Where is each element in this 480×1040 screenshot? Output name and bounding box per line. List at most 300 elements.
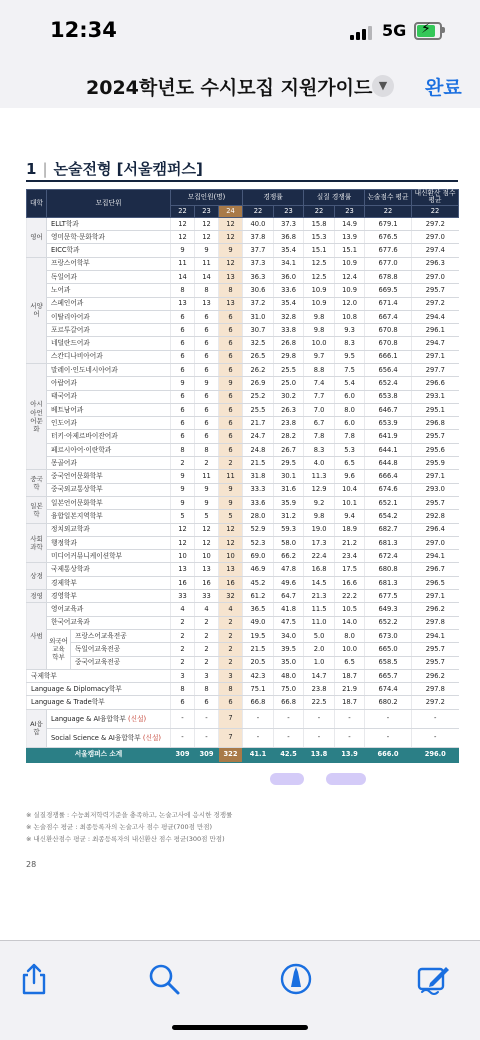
table-cell: 6: [219, 417, 243, 430]
unit-name: 경영학부: [47, 590, 171, 603]
table-cell: 8: [195, 284, 219, 297]
table-cell: 17.3: [304, 536, 335, 549]
table-cell: 14: [171, 270, 195, 283]
table-cell: 3: [219, 669, 243, 682]
table-cell: 15.3: [304, 231, 335, 244]
search-icon[interactable]: [146, 961, 182, 997]
table-cell: 13: [219, 270, 243, 283]
unit-name: [47, 728, 171, 747]
table-cell: 676.5: [365, 231, 412, 244]
table-cell: 11: [195, 257, 219, 270]
table-cell: 33.6: [243, 496, 274, 509]
table-cell: 41.8: [274, 603, 304, 616]
table-cell: 6: [219, 324, 243, 337]
table-cell: 6: [219, 363, 243, 376]
table-cell: 37.8: [243, 231, 274, 244]
status-bar: [0, 0, 480, 62]
unit-name: 아랍어과: [47, 377, 171, 390]
table-cell: 10.5: [335, 603, 365, 616]
table-cell: 295.9: [412, 457, 459, 470]
table-cell: 2: [195, 643, 219, 656]
markup-icon[interactable]: [278, 961, 314, 997]
table-cell: 66.8: [243, 696, 274, 709]
table-cell: 297.8: [412, 683, 459, 696]
college-group-label: 일본학: [27, 496, 47, 523]
year-header: 22: [365, 205, 412, 217]
table-cell: 23.8: [274, 417, 304, 430]
table-cell: 61.2: [243, 590, 274, 603]
table-cell: 295.6: [412, 443, 459, 456]
table-cell: 296.1: [412, 324, 459, 337]
table-cell: 2: [195, 656, 219, 669]
table-row: [27, 656, 459, 669]
table-cell: 297.4: [412, 244, 459, 257]
table-cell: 9.8: [304, 324, 335, 337]
table-cell: 29.8: [274, 350, 304, 363]
table-row: [27, 324, 459, 337]
table-cell: 6: [195, 696, 219, 709]
college-group-label: 사회과학: [27, 523, 47, 563]
table-cell: 24.7: [243, 430, 274, 443]
table-cell: -: [195, 709, 219, 728]
table-cell: 40.0: [243, 217, 274, 230]
table-cell: 674.6: [365, 483, 412, 496]
table-cell: 8.0: [335, 629, 365, 642]
unit-name: 노어과: [47, 284, 171, 297]
table-cell: 296.3: [412, 257, 459, 270]
table-cell: -: [335, 709, 365, 728]
table-cell: 32.8: [274, 310, 304, 323]
table-cell: 297.1: [412, 470, 459, 483]
unit-name: 행정학과: [47, 536, 171, 549]
table-cell: 11: [195, 470, 219, 483]
table-cell: 69.0: [243, 550, 274, 563]
table-cell: 679.1: [365, 217, 412, 230]
table-cell: 681.3: [365, 536, 412, 549]
table-cell: 667.4: [365, 310, 412, 323]
table-cell: -: [243, 728, 274, 747]
table-cell: 1.0: [304, 656, 335, 669]
table-cell: 13: [171, 297, 195, 310]
table-cell: 31.6: [274, 483, 304, 496]
table-cell: 37.2: [243, 297, 274, 310]
table-row: [27, 403, 459, 416]
table-cell: 2: [195, 616, 219, 629]
table-cell: 296.6: [412, 377, 459, 390]
table-cell: 677.0: [365, 257, 412, 270]
unit-name: 중국어교육전공: [71, 656, 171, 669]
table-cell: 6: [171, 390, 195, 403]
table-cell: -: [365, 728, 412, 747]
table-cell: 31.2: [274, 510, 304, 523]
table-cell: 33: [195, 590, 219, 603]
table-cell: 681.3: [365, 576, 412, 589]
table-cell: 2: [195, 629, 219, 642]
unit-name: Language & Trade학부: [27, 696, 171, 709]
table-row: [27, 510, 459, 523]
header-essay-average: 논술점수 평균: [365, 190, 412, 206]
table-cell: 13.8: [304, 747, 335, 762]
table-cell: 11: [219, 470, 243, 483]
table-cell: 8: [195, 443, 219, 456]
table-row: [27, 683, 459, 696]
table-cell: 6: [219, 390, 243, 403]
college-group-label: 경영: [27, 590, 47, 603]
table-cell: 5.4: [335, 377, 365, 390]
table-cell: 13: [195, 297, 219, 310]
table-cell: -: [365, 709, 412, 728]
table-cell: 16: [171, 576, 195, 589]
document-page[interactable]: [0, 108, 480, 958]
table-cell: 6: [195, 390, 219, 403]
table-cell: 2: [219, 629, 243, 642]
table-cell: 666.1: [365, 350, 412, 363]
table-cell: 9: [219, 496, 243, 509]
table-cell: 672.4: [365, 550, 412, 563]
year-header: 24: [219, 205, 243, 217]
table-cell: 670.8: [365, 337, 412, 350]
table-cell: 2: [171, 629, 195, 642]
table-cell: 24.8: [243, 443, 274, 456]
new-badge: (신설): [142, 733, 162, 742]
table-cell: 6: [171, 363, 195, 376]
table-cell: -: [195, 728, 219, 747]
table-row: [27, 496, 459, 509]
table-cell: 23.4: [335, 550, 365, 563]
table-cell: 295.7: [412, 430, 459, 443]
sub-group-label: 외국어 교육 학부: [47, 629, 71, 669]
college-group-label: 사범: [27, 603, 47, 669]
table-cell: 6.0: [335, 390, 365, 403]
table-row: [27, 390, 459, 403]
footnote: ※ 내신환산점수 평균 : 최종등록자의 내신환산 점수 평균(300점 만점): [26, 835, 225, 843]
table-cell: 26.9: [243, 377, 274, 390]
page-number: 28: [26, 860, 37, 869]
table-cell: 26.5: [243, 350, 274, 363]
table-cell: 296.2: [412, 669, 459, 682]
table-cell: 66.2: [274, 550, 304, 563]
table-row: [27, 643, 459, 656]
table-cell: 6.5: [335, 656, 365, 669]
table-cell: 4.0: [304, 457, 335, 470]
battery-icon: ⚡: [414, 22, 442, 40]
year-header: 23: [195, 205, 219, 217]
table-cell: 4: [219, 603, 243, 616]
table-cell: 9.5: [335, 350, 365, 363]
table-cell: 6: [195, 430, 219, 443]
table-cell: -: [274, 709, 304, 728]
table-cell: 9: [171, 244, 195, 257]
table-cell: 10: [171, 550, 195, 563]
unit-name: 말레이·인도네시아어과: [47, 363, 171, 376]
table-cell: 7.8: [335, 430, 365, 443]
table-cell: 75.1: [243, 683, 274, 696]
unit-name: EICC학과: [47, 244, 171, 257]
table-cell: 293.1: [412, 390, 459, 403]
table-cell: 9: [171, 470, 195, 483]
table-cell: 42.5: [274, 747, 304, 762]
battery-tip: [442, 27, 445, 33]
table-cell: 297.7: [412, 363, 459, 376]
table-cell: 6.7: [304, 417, 335, 430]
table-cell: 12: [171, 523, 195, 536]
table-cell: 9.8: [304, 510, 335, 523]
table-cell: 41.1: [243, 747, 274, 762]
table-cell: 12: [219, 523, 243, 536]
unit-name: 스페인어과: [47, 297, 171, 310]
share-icon[interactable]: [16, 961, 52, 997]
table-row: [27, 590, 459, 603]
unit-name: 페르시아어·이란학과: [47, 443, 171, 456]
table-cell: 12: [195, 523, 219, 536]
table-cell: 33.8: [274, 324, 304, 337]
table-row: [27, 231, 459, 244]
table-cell: 297.2: [412, 217, 459, 230]
table-cell: 6: [219, 430, 243, 443]
table-row: [27, 483, 459, 496]
table-cell: 10.0: [304, 337, 335, 350]
table-row: [27, 363, 459, 376]
unit-name: 독일어과: [47, 270, 171, 283]
table-cell: 297.0: [412, 536, 459, 549]
table-cell: 646.7: [365, 403, 412, 416]
table-cell: 18.7: [335, 696, 365, 709]
table-row: [27, 430, 459, 443]
table-cell: 11: [171, 257, 195, 270]
table-row: [27, 576, 459, 589]
table-cell: 30.1: [274, 470, 304, 483]
table-cell: 12: [219, 536, 243, 549]
table-cell: 6: [219, 337, 243, 350]
table-cell: 9: [171, 377, 195, 390]
table-cell: 12: [195, 217, 219, 230]
table-cell: 33.3: [243, 483, 274, 496]
table-cell: 21.5: [243, 643, 274, 656]
table-cell: 10.1: [335, 496, 365, 509]
table-cell: 652.4: [365, 377, 412, 390]
table-cell: 25.0: [274, 377, 304, 390]
table-cell: 6: [195, 310, 219, 323]
footnote: ※ 실질경쟁률 : 수능최저학력기준을 충족하고, 논술고사에 응시한 경쟁률: [26, 811, 233, 819]
table-row: [27, 550, 459, 563]
table-cell: 666.0: [365, 747, 412, 762]
college-group-label: 아시아언어문화: [27, 363, 47, 469]
section-heading: 1 | 논술전형 [서울캠퍼스]: [26, 160, 203, 178]
table-cell: 37.7: [243, 244, 274, 257]
table-cell: 35.4: [274, 297, 304, 310]
table-cell: 296.5: [412, 576, 459, 589]
table-row: [27, 696, 459, 709]
table-cell: 296.7: [412, 563, 459, 576]
table-cell: 295.1: [412, 403, 459, 416]
table-cell: 26.8: [274, 337, 304, 350]
table-cell: 35.0: [274, 656, 304, 669]
table-row: [27, 270, 459, 283]
table-row: [27, 310, 459, 323]
table-cell: 6: [219, 696, 243, 709]
table-cell: 4: [171, 603, 195, 616]
college-group-label: AI융합: [27, 709, 47, 747]
table-cell: 13.9: [335, 231, 365, 244]
header-actual-competition: 실질 경쟁률: [304, 190, 365, 206]
table-cell: 6: [195, 403, 219, 416]
done-button[interactable]: 완료: [425, 77, 462, 99]
table-cell: 673.0: [365, 629, 412, 642]
year-header: 23: [335, 205, 365, 217]
table-cell: 8.3: [335, 337, 365, 350]
annotate-icon[interactable]: [416, 961, 452, 997]
table-cell: 6: [195, 363, 219, 376]
table-cell: 665.0: [365, 643, 412, 656]
table-cell: 4: [195, 603, 219, 616]
table-cell: 30.6: [243, 284, 274, 297]
total-label: 서울캠퍼스 소계: [27, 747, 171, 762]
table-cell: 2: [171, 656, 195, 669]
table-cell: 14: [195, 270, 219, 283]
table-cell: 11.0: [304, 616, 335, 629]
table-cell: 14.5: [304, 576, 335, 589]
table-cell: 654.2: [365, 510, 412, 523]
table-cell: 32.5: [243, 337, 274, 350]
table-cell: 21.9: [335, 683, 365, 696]
table-cell: 36.8: [274, 231, 304, 244]
unit-name: 정치외교학과: [47, 523, 171, 536]
year-header: 23: [274, 205, 304, 217]
table-cell: 8: [219, 284, 243, 297]
table-cell: 6: [219, 350, 243, 363]
table-cell: 19.0: [304, 523, 335, 536]
unit-name: 인도어과: [47, 417, 171, 430]
table-row: [27, 457, 459, 470]
table-cell: 649.3: [365, 603, 412, 616]
unit-name: 중국언어문화학부: [47, 470, 171, 483]
table-cell: 6: [219, 403, 243, 416]
table-cell: 309: [171, 747, 195, 762]
table-cell: -: [335, 728, 365, 747]
table-cell: 9: [171, 483, 195, 496]
new-badge: (신설): [128, 714, 147, 723]
table-cell: 293.0: [412, 483, 459, 496]
header-unit: 모집단위: [47, 190, 171, 218]
table-cell: 13: [171, 563, 195, 576]
table-cell: 26.3: [274, 403, 304, 416]
table-cell: 665.7: [365, 669, 412, 682]
table-cell: 2.0: [304, 643, 335, 656]
year-header: 22: [304, 205, 335, 217]
table-cell: 6: [171, 417, 195, 430]
table-cell: 9: [171, 496, 195, 509]
unit-name: 프랑스어교육전공: [71, 629, 171, 642]
highlighter-mark: [270, 773, 304, 785]
table-cell: 10: [219, 550, 243, 563]
table-cell: 682.7: [365, 523, 412, 536]
table-cell: 25.5: [243, 403, 274, 416]
table-row: [27, 563, 459, 576]
table-cell: 14.0: [335, 616, 365, 629]
chevron-down-icon[interactable]: ▼: [372, 75, 394, 97]
table-cell: 26.7: [274, 443, 304, 456]
table-cell: 36.0: [274, 270, 304, 283]
table-row: [27, 536, 459, 549]
table-cell: 16: [219, 576, 243, 589]
table-cell: 9.3: [335, 324, 365, 337]
table-cell: -: [412, 728, 459, 747]
table-cell: 7.7: [304, 390, 335, 403]
table-row: [27, 629, 459, 642]
table-cell: 12: [219, 231, 243, 244]
table-cell: 15.1: [335, 244, 365, 257]
table-cell: 309: [195, 747, 219, 762]
table-cell: 49.0: [243, 616, 274, 629]
navigation-bar: [0, 62, 480, 109]
table-cell: 64.7: [274, 590, 304, 603]
table-cell: 292.8: [412, 510, 459, 523]
table-cell: 297.1: [412, 590, 459, 603]
unit-name: 국제통상학과: [47, 563, 171, 576]
table-cell: 296.2: [412, 603, 459, 616]
unit-name: 영미문학·문화학과: [47, 231, 171, 244]
unit-name: 국제학부: [27, 669, 171, 682]
table-cell: 295.7: [412, 496, 459, 509]
section-title: 논술전형 [서울캠퍼스]: [53, 160, 203, 178]
table-cell: 52.9: [243, 523, 274, 536]
table-cell: 7.0: [304, 403, 335, 416]
table-cell: 670.8: [365, 324, 412, 337]
table-cell: 2: [219, 616, 243, 629]
college-group-label: 상경: [27, 563, 47, 590]
table-cell: 7.4: [304, 377, 335, 390]
table-cell: 680.8: [365, 563, 412, 576]
table-cell: 66.8: [274, 696, 304, 709]
unit-name: 일본언어문화학부: [47, 496, 171, 509]
document-title[interactable]: 2024학년도 수시모집 지원가이드: [86, 77, 373, 99]
table-cell: 21.3: [304, 590, 335, 603]
table-cell: 33.6: [274, 284, 304, 297]
year-header: 22: [171, 205, 195, 217]
table-cell: 36.3: [243, 270, 274, 283]
table-cell: 12.0: [335, 297, 365, 310]
table-cell: 35.4: [274, 244, 304, 257]
table-cell: 22.2: [335, 590, 365, 603]
unit-name: 베트남어과: [47, 403, 171, 416]
table-cell: 3: [195, 669, 219, 682]
table-cell: 35.9: [274, 496, 304, 509]
table-cell: 30.2: [274, 390, 304, 403]
table-cell: 677.6: [365, 244, 412, 257]
table-cell: 12: [195, 231, 219, 244]
table-cell: 18.9: [335, 523, 365, 536]
table-cell: -: [243, 709, 274, 728]
table-cell: 680.2: [365, 696, 412, 709]
unit-name: 한국어교육과: [47, 616, 171, 629]
table-row: [27, 523, 459, 536]
table-cell: 2: [195, 457, 219, 470]
home-indicator[interactable]: [172, 1025, 308, 1030]
table-row: [27, 728, 459, 747]
unit-name: Language & Diplomacy학부: [27, 683, 171, 696]
unit-name-text: Language & AI융합학부: [51, 714, 126, 723]
table-cell: 6: [171, 324, 195, 337]
table-cell: 678.8: [365, 270, 412, 283]
table-cell: 9.4: [335, 510, 365, 523]
table-cell: 13: [219, 297, 243, 310]
header-college: 대학: [27, 190, 47, 218]
table-cell: 9.8: [304, 310, 335, 323]
table-cell: 641.9: [365, 430, 412, 443]
table-cell: 25.2: [243, 390, 274, 403]
unit-name: 몽골어과: [47, 457, 171, 470]
table-cell: 5: [171, 510, 195, 523]
